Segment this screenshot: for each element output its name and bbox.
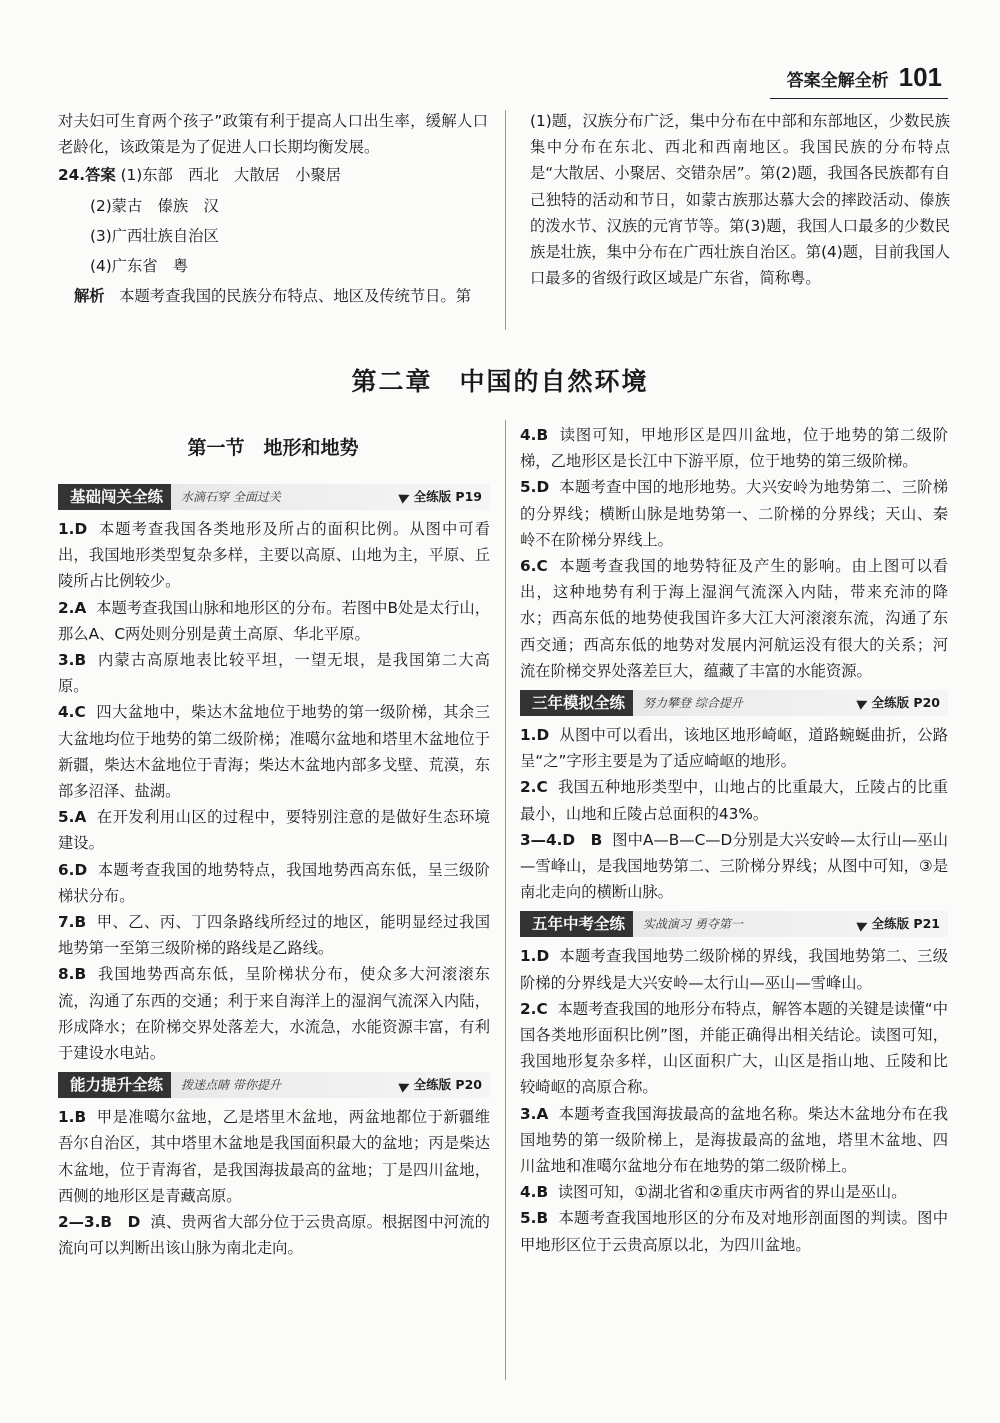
arrow-icon — [398, 1079, 411, 1092]
banner-reference-text: 全练版 P19 — [413, 488, 482, 504]
item-text: 我国五种地形类型中，山地占的比重最大，丘陵占的比重最小，山地和丘陵占总面积的43%。 — [520, 778, 948, 823]
item-label: 3—4.D B — [520, 830, 603, 849]
item-text: 本题考查中国的地形地势。大兴安岭为地势第二、三阶梯的分界线；横断山脉是地势第一、二阶梯的分界线；天山、秦岭不在阶梯分界线上。 — [520, 478, 948, 549]
banner-reference — [400, 484, 482, 510]
list-item — [520, 722, 948, 774]
list-item — [58, 857, 490, 909]
arrow-icon — [398, 491, 411, 504]
banner-reference — [858, 690, 940, 716]
list-item — [520, 774, 948, 826]
list-item — [520, 1179, 948, 1205]
answer-line: (4)广东省 粤 — [90, 257, 189, 276]
item-label: 1.D — [520, 947, 550, 966]
exercise-banner — [520, 690, 948, 716]
analysis-label: 解析 — [74, 287, 105, 306]
banner-slogan: 努力攀登 综合提升 — [643, 695, 743, 710]
item-text: 我国地势西高东低，呈阶梯状分布，使众多大河滚滚东流，沟通了东西的交通；利于来自海洋上的湿润气流深入内陆，形成降水；在阶梯交界处落差大，水流急，水能资源丰富，有利于建设水电站。 — [58, 965, 490, 1063]
item-text: 本题考查我国的地势特点，我国地势西高东低，呈三级阶梯状分布。 — [58, 860, 490, 905]
chapter-title: 第二章 中国的自然环境 — [351, 367, 649, 396]
analysis-continued: (1)题，汉族分布广泛，集中分布在中部和东部地区，少数民族集中分布在东北、西北和西南地区。我国民族的分布特点是“大散居、小聚居、交错杂居”。第(2)题，我国各民族都有自己独特的活动和节日，如蒙古族那达慕大会的摔跤活动、傣族的泼水节、汉族的元宵节等。第(3)题，我国人口最多的少数民族是壮族，集中分布在广西壮族自治区。第(4)题，目前我国人口最多的省级行政区域是广东省，简称粤。 — [530, 112, 950, 288]
item-text: 从图中可以看出，该地区地形崎岖，道路蜿蜒曲折，公路呈“之”字形主要是为了适应崎岖的地形。 — [520, 726, 948, 771]
item-list — [520, 722, 948, 905]
exercise-banner — [58, 484, 490, 510]
page-header — [787, 62, 942, 93]
item-text: 图中A—B—C—D分别是大兴安岭—太行山—巫山—雪峰山，是我国地势第二、三阶梯分界线；从图中可知，③是南北走向的横断山脉。 — [520, 830, 948, 902]
arrow-icon — [856, 918, 869, 931]
answer-text: (1)东部 西北 大散居 小聚居 — [120, 166, 342, 185]
item-list — [520, 943, 948, 1257]
list-item — [58, 804, 490, 856]
item-text: 四大盆地中，柴达木盆地位于地势的第一级阶梯，其余三大盆地均位于地势的第二级阶梯；准噶尔盆地和塔里木盆地位于新疆，柴达木盆地位于青海；柴达木盆地内部多戈壁、荒漠，东部多沼泽、盐湖。 — [58, 703, 490, 801]
answer-24 — [58, 162, 488, 188]
list-item — [520, 422, 948, 474]
item-text: 本题考查我国地势二级阶梯的界线，我国地势第二、三级阶梯的分界线是大兴安岭—太行山—巫山—雪峰山。 — [520, 947, 948, 992]
item-text: 在开发利用山区的过程中，要特别注意的是做好生态环境建设。 — [58, 808, 490, 853]
banner-reference-text: 全练版 P20 — [413, 1077, 482, 1093]
bottom-left-column — [58, 478, 490, 1261]
list-item — [58, 909, 490, 961]
item-label: 6.C — [520, 557, 548, 576]
top-right-column — [530, 108, 950, 291]
item-label: 7.B — [58, 913, 87, 932]
list-item — [58, 647, 490, 699]
item-text: 本题考查我国地形区的分布及对地形剖面图的判读。图中甲地形区位于云贵高原以北，为四川盆地。 — [520, 1209, 948, 1254]
list-item — [58, 961, 490, 1066]
item-text: 读图可知，甲地形区是四川盆地，位于地势的第二级阶梯，乙地形区是长江中下游平原，位于地势的第三级阶梯。 — [520, 426, 948, 471]
item-text: 本题考查我国的地势特征及产生的影响。由上图可以看出，这种地势有利于海上湿润气流深入内陆，带来充沛的降水；西高东低的地势使我国许多大江大河滚滚东流，沟通了东西交通；西高东低的地势对发展内河航运没有很大的关系；河流在阶梯交界处落差巨大，蕴藏了丰富的水能资源。 — [520, 557, 948, 680]
top-left-column — [58, 108, 488, 309]
banner-name: 五年中考全练 — [524, 911, 633, 937]
list-item — [520, 553, 948, 684]
list-item — [520, 1205, 948, 1257]
item-label: 1.B — [58, 1108, 87, 1127]
item-text: 滇、贵两省大部分位于云贵高原。根据图中河流的流向可以判断出该山脉为南北走向。 — [58, 1213, 490, 1258]
item-label: 5.D — [520, 478, 550, 497]
paragraph: 对夫妇可生育两个孩子”政策有利于提高人口出生率，缓解人口老龄化，该政策是为了促进人口长期均衡发展。 — [58, 112, 488, 157]
item-text: 本题考查我国各类地形及所占的面积比例。从图中可看出，我国地形类型复杂多样，主要以高原、山地为主，平原、丘陵所占比例较少。 — [58, 520, 490, 591]
list-item — [520, 996, 948, 1101]
item-list — [58, 516, 490, 1066]
column-divider-top — [505, 110, 506, 330]
item-label: 6.D — [58, 860, 88, 879]
analysis — [58, 283, 488, 309]
analysis-text: 本题考查我国的民族分布特点、地区及传统节日。第 — [119, 287, 472, 306]
banner-reference-text: 全练版 P20 — [871, 694, 940, 710]
list-item — [520, 1101, 948, 1180]
item-label: 5.A — [58, 808, 87, 827]
item-label: 4.B — [520, 1183, 549, 1202]
list-item — [58, 595, 490, 647]
answer-label: 24.答案 — [58, 166, 116, 185]
banner-name: 能力提升全练 — [62, 1072, 171, 1098]
answer-line: (3)广西壮族自治区 — [90, 226, 219, 245]
list-item — [520, 943, 948, 995]
arrow-icon — [856, 697, 869, 710]
item-text: 甲、乙、丙、丁四条路线所经过的地区，能明显经过我国地势第一至第三级阶梯的路线是乙路线。 — [58, 913, 490, 958]
item-text: 内蒙古高原地表比较平坦，一望无垠，是我国第二大高原。 — [58, 651, 490, 696]
list-item — [58, 516, 490, 595]
list-item — [58, 699, 490, 804]
item-label: 4.C — [58, 703, 86, 722]
item-label: 2.C — [520, 778, 548, 797]
banner-slogan: 拨迷点睛 带你提升 — [181, 1078, 281, 1093]
item-text: 读图可知，①湖北省和②重庆市两省的界山是巫山。 — [557, 1183, 907, 1202]
list-item — [520, 474, 948, 553]
list-item — [58, 1104, 490, 1209]
list-item — [520, 827, 948, 906]
banner-reference-text: 全练版 P21 — [871, 916, 940, 932]
banner-reference — [858, 911, 940, 937]
list-item — [58, 1209, 490, 1261]
answer-line: (2)蒙古 傣族 汉 — [90, 196, 219, 215]
item-label: 1.D — [58, 520, 88, 538]
banner-name: 基础闯关全练 — [62, 484, 171, 510]
column-divider-bottom — [505, 420, 506, 1380]
item-text: 本题考查我国的地形分布特点，解答本题的关键是读懂“中国各类地形面积比例”图，并能正确得出相关结论。读图可知，我国地形复杂多样，山区面积广大，山区是指山地、丘陵和比较崎岖的高原合称。 — [520, 999, 948, 1097]
banner-reference — [400, 1072, 482, 1098]
item-label: 8.B — [58, 965, 87, 984]
banner-name: 三年模拟全练 — [524, 690, 633, 716]
item-label: 2—3.B D — [58, 1213, 141, 1232]
item-label: 2.C — [520, 999, 548, 1018]
item-list — [520, 422, 948, 684]
item-list — [58, 1104, 490, 1261]
header-rule — [770, 98, 948, 99]
item-text: 甲是准噶尔盆地，乙是塔里木盆地，两盆地都位于新疆维吾尔自治区，其中塔里木盆地是我国面积最大的盆地；丙是柴达木盆地，位于青海省，是我国海拔最高的盆地；丁是四川盆地，西侧的地形区是青藏高原。 — [58, 1108, 490, 1205]
header-title: 答案全解全析 — [786, 71, 889, 91]
item-label: 3.A — [520, 1104, 549, 1123]
item-label: 5.B — [520, 1209, 549, 1228]
banner-slogan: 水滴石穿 全面过关 — [181, 489, 281, 504]
exercise-banner — [520, 911, 948, 937]
item-text: 本题考查我国山脉和地形区的分布。若图中B处是太行山，那么A、C两处则分别是黄土高原、华北平原。 — [58, 598, 490, 643]
item-label: 3.B — [58, 651, 87, 670]
item-label: 1.D — [520, 726, 550, 745]
exercise-banner — [58, 1072, 490, 1098]
bottom-right-column — [520, 422, 948, 1258]
item-label: 4.B — [520, 426, 549, 444]
item-text: 本题考查我国海拔最高的盆地名称。柴达木盆地分布在我国地势的第一级阶梯上，是海拔最高的盆地，塔里木盆地、四川盆地和准噶尔盆地分布在地势的第二级阶梯上。 — [520, 1104, 948, 1176]
page-number: 101 — [898, 62, 942, 92]
section-title: 第一节 地形和地势 — [187, 437, 359, 459]
banner-slogan: 实战演习 勇夺第一 — [643, 917, 743, 932]
item-label: 2.A — [58, 598, 87, 617]
